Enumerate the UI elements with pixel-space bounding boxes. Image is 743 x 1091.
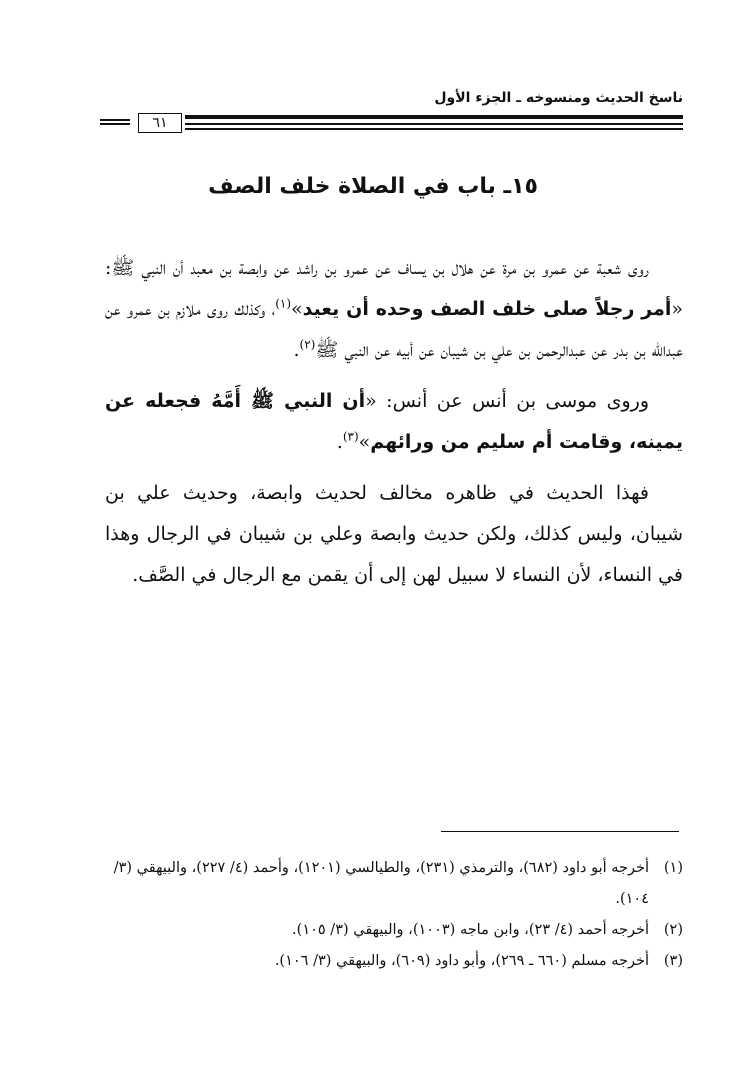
page-number: ٦١ <box>138 113 182 133</box>
p2-text-a: وروى موسى بن أنس عن أنس: « <box>365 390 649 412</box>
p2-hadith-quote: أن النبي ﷺ أَمَّهُ فجعله عن يمينه، وقامت أم سليم من ورائهم <box>105 390 683 453</box>
footnote-number: (١) <box>663 860 683 876</box>
footnote-separator <box>441 831 679 832</box>
paragraph-3: فهذا الحديث في ظاهره مخالف لحديث وابصة، وحديث علي بن شيبان، وليس كذلك، ولكن حديث وابصة وعلي بن شيبان في الرجال وهذا في النساء، لأن النساء لا سبيل لهن إلى أن يقمن مع الرجال في الصَّف. <box>105 482 683 586</box>
footnote-ref-3: (٣) <box>342 429 359 444</box>
footnote-ref-1: (١) <box>275 296 292 311</box>
header-rule <box>100 110 683 134</box>
footnote-ref-2: (٢) <box>299 337 316 352</box>
p1-text-e: . <box>293 339 300 361</box>
p2-quote-close: » <box>358 431 371 453</box>
p1-text-a: روى شعبة عن عمرو بن مرة عن هلال بن يساف عن عمرو بن راشد عن وابصة بن معبد أن النبي ﷺ: « <box>105 257 683 320</box>
footnote-number: (٢) <box>663 922 683 938</box>
paragraph-2 <box>105 381 683 463</box>
p2-text-d: . <box>336 431 343 453</box>
footnote-number: (٣) <box>663 953 683 969</box>
footnote-2 <box>105 915 683 946</box>
paragraph-1 <box>105 248 683 371</box>
footnote-text: أخرجه أحمد (٤/ ٢٣)، وابن ماجه (١٠٠٣)، والبيهقي (٣/ ١٠٥). <box>292 922 649 938</box>
p1-text-d: ، وكذلك روى ملازم بن عمرو عن عبدالله بن بدر عن عبدالرحمن بن علي بن شيبان عن أبيه عن النبي ﷺ <box>105 298 683 361</box>
footnote-text: أخرجه أبو داود (٦٨٢)، والترمذي (٢٣١)، والطيالسي (١٢٠١)، وأحمد (٤/ ٢٢٧)، والبيهقي (٣/ ١٠٤). <box>113 860 649 907</box>
footnote-1 <box>105 853 683 915</box>
running-title: ناسخ الحديث ومنسوخه ـ الجزء الأول <box>434 90 683 106</box>
p1-quote-close: » <box>291 298 303 320</box>
footnote-text: أخرجه مسلم (٦٦٠ ـ ٢٦٩)، وأبو داود (٦٠٩)، والبيهقي (٣/ ١٠٦). <box>274 953 649 969</box>
footnote-3 <box>105 946 683 977</box>
footnotes <box>105 853 683 977</box>
p1-hadith-quote: أمر رجلاً صلى خلف الصف وحده أن يعيد <box>302 298 672 320</box>
main-text <box>105 248 683 606</box>
chapter-title: ١٥ـ باب في الصلاة خلف الصف <box>208 174 538 199</box>
